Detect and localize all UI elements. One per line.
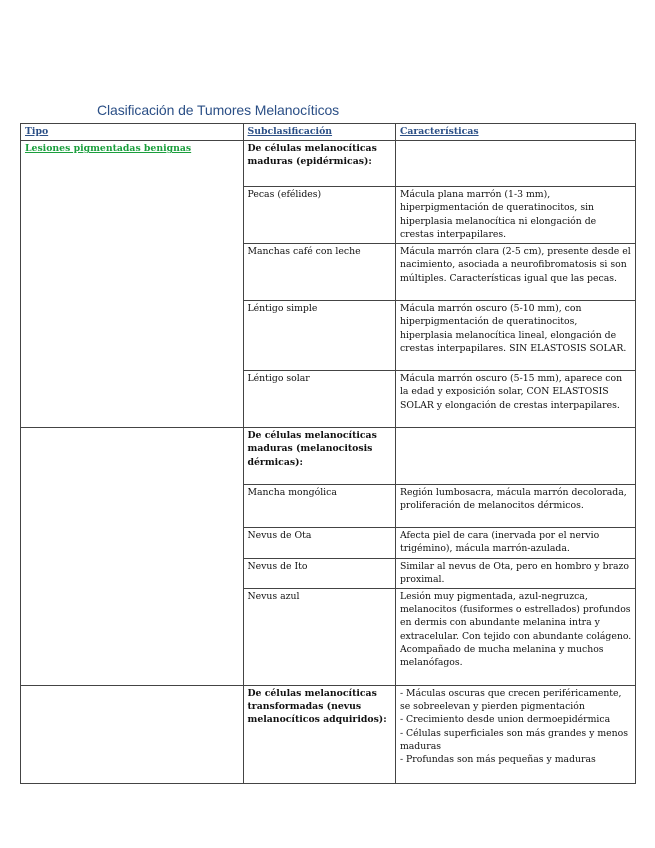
list-item: - Profundas son más pequeñas y maduras xyxy=(399,754,596,766)
empty-cell xyxy=(395,428,635,485)
subclass-cell: Mancha mongólica xyxy=(243,485,395,528)
subclass-cell: Manchas café con leche xyxy=(243,244,395,301)
empty-cell xyxy=(395,141,635,187)
list-item: - Máculas oscuras que crecen periféricamente, se sobreelevan y pierden pigmentación xyxy=(399,688,622,713)
header-tipo: Tipo xyxy=(21,124,244,141)
tipo-link-lesiones-pigmentadas[interactable]: Lesiones pigmentadas benignas xyxy=(25,143,192,155)
table-row xyxy=(21,686,636,784)
classification-table xyxy=(20,123,636,784)
list-item: - Crecimiento desde union dermoepidérmica xyxy=(399,714,611,726)
characteristics-cell: Mácula marrón oscuro (5-10 mm), con hiperpigmentación de queratinocitos, hiperplasia melanocítica lineal, elongación de crestas interpapilares. SIN ELASTOSIS SOLAR. xyxy=(395,301,635,371)
group-label: De células melanocíticas maduras (melanocitosis dérmicas): xyxy=(243,428,395,485)
subclass-cell: Léntigo solar xyxy=(243,371,395,428)
characteristics-cell: Mácula marrón oscuro (5-15 mm), aparece con la edad y exposición solar, CON ELASTOSIS SOLAR y elongación de crestas interpapilares. xyxy=(395,371,635,428)
subclass-cell: Nevus azul xyxy=(243,589,395,686)
subclass-cell: Nevus de Ito xyxy=(243,558,395,588)
header-subclasificacion: Subclasificación xyxy=(243,124,395,141)
subclass-cell: Nevus de Ota xyxy=(243,528,395,558)
characteristics-cell: Afecta piel de cara (inervada por el nervio trigémino), mácula marrón-azulada. xyxy=(395,528,635,558)
group-label: De células melanocíticas maduras (epidérmicas): xyxy=(243,141,395,187)
table-row xyxy=(21,428,636,485)
characteristics-cell: Mácula plana marrón (1-3 mm), hiperpigmentación de queratinocitos, sin hiperplasia melanocítica ni elongación de crestas interpapilares. xyxy=(395,187,635,244)
characteristics-cell: Región lumbosacra, mácula marrón decolorada, proliferación de melanocitos dérmicos. xyxy=(395,485,635,528)
characteristics-cell xyxy=(395,686,635,784)
header-caracteristicas: Características xyxy=(395,124,635,141)
document-title: Clasificación de Tumores Melanocíticos xyxy=(97,102,340,118)
tipo-cell-empty xyxy=(21,686,244,784)
group-label: De células melanocíticas transformadas (nevus melanocíticos adquiridos): xyxy=(243,686,395,784)
characteristics-cell: Mácula marrón clara (2-5 cm), presente desde el nacimiento, asociada a neurofibromatosis si son múltiples. Características igual que las pecas. xyxy=(395,244,635,301)
list-item: - Células superficiales son más grandes y menos maduras xyxy=(399,727,629,752)
characteristics-text-extra: Acompañado de mucha melanina y muchos melanófagos. xyxy=(399,643,604,669)
characteristics-text: Lesión muy pigmentada, azul-negruzca, melanocitos (fusiformes o estrellados) profundos en dermis con abundante melanina intra y extracelular. Con tejido con abundante colágeno. xyxy=(399,591,632,642)
characteristics-cell: Similar al nevus de Ota, pero en hombro y brazo proximal. xyxy=(395,558,635,588)
tipo-cell xyxy=(21,141,244,428)
table-header-row xyxy=(21,124,636,141)
subclass-cell: Léntigo simple xyxy=(243,301,395,371)
tipo-cell-empty xyxy=(21,428,244,686)
subclass-cell: Pecas (efélides) xyxy=(243,187,395,244)
characteristics-cell xyxy=(395,589,635,686)
table-row xyxy=(21,141,636,187)
